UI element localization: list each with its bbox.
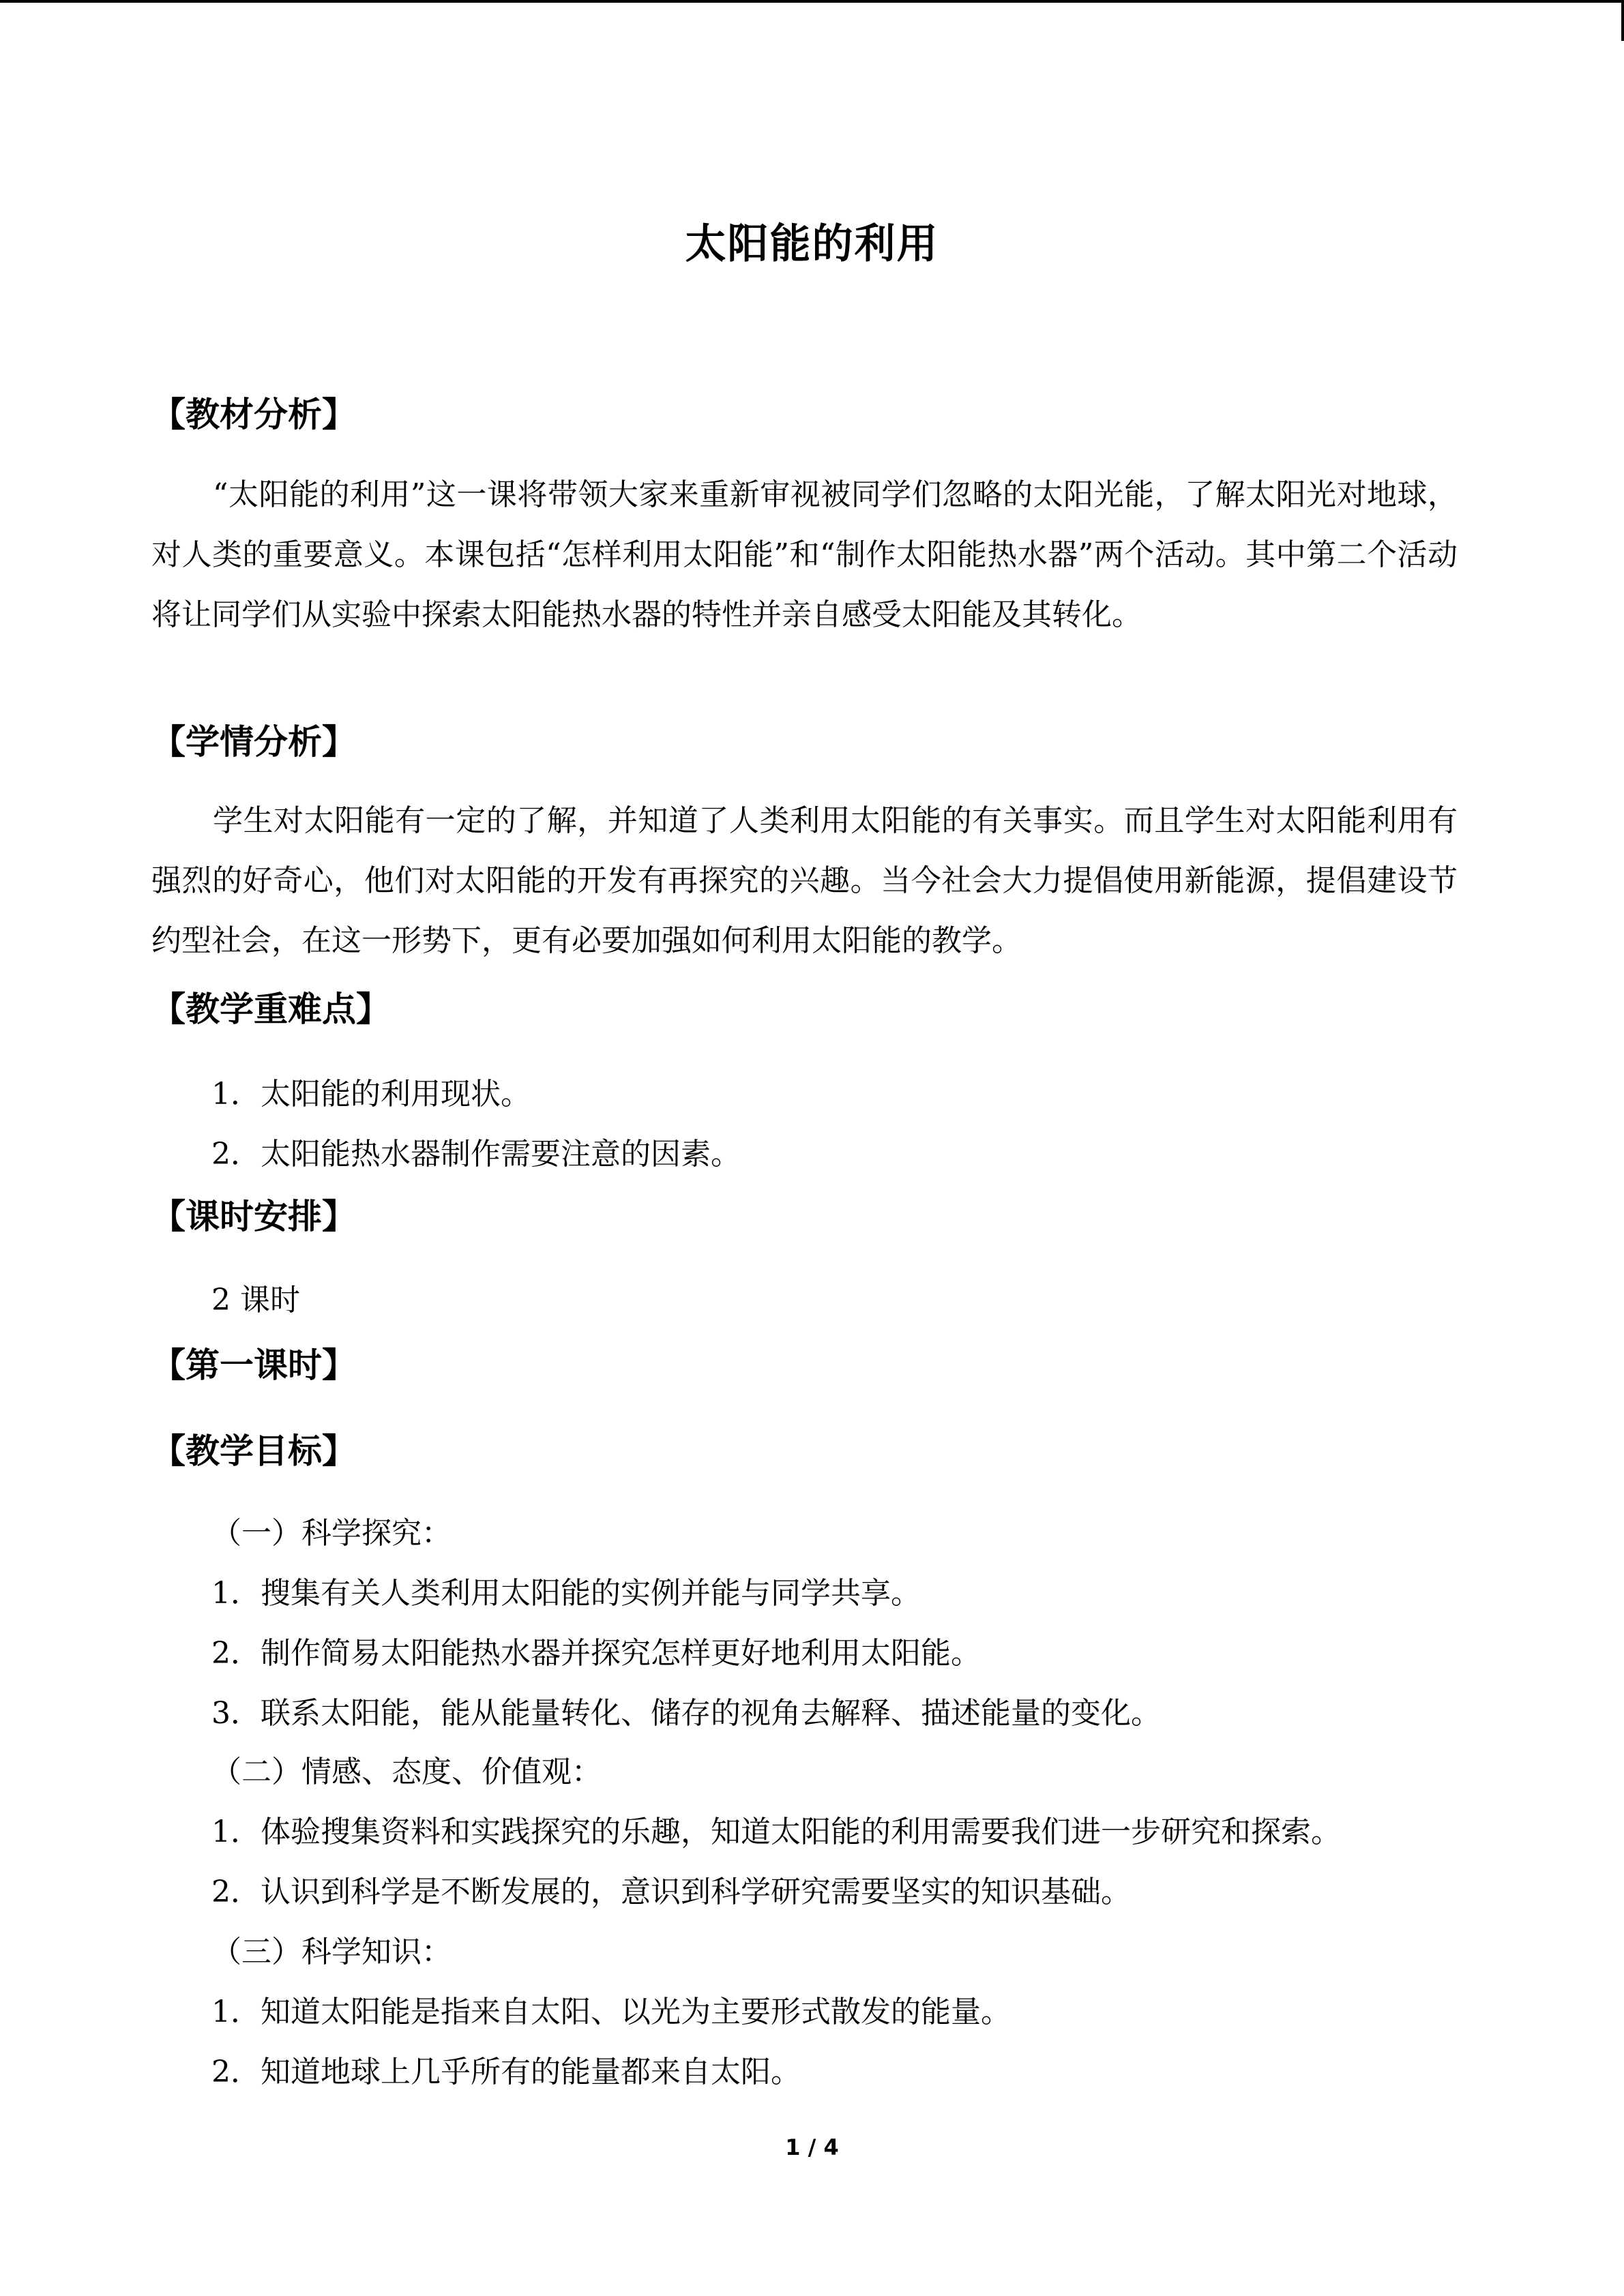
heading-first-lesson: 【第一课时】 (151, 1345, 356, 1385)
objectives-group-3-title: （三）科学知识： (211, 1935, 452, 1969)
objectives-group-2-title: （二）情感、态度、价值观： (211, 1755, 602, 1789)
top-border (0, 0, 1624, 3)
heading-materials-analysis: 【教材分析】 (151, 395, 356, 434)
schedule-text: 2 课时 (211, 1283, 300, 1317)
objective-3-item-2: 2．知道地球上几乎所有的能量都来自太阳。 (211, 2055, 801, 2089)
heading-student-analysis: 【学情分析】 (151, 722, 356, 762)
objective-3-item-1: 1．知道太阳能是指来自太阳、以光为主要形式散发的能量。 (211, 1995, 1011, 2029)
heading-schedule: 【课时安排】 (151, 1197, 356, 1236)
objective-2-item-2: 2．认识到科学是不断发展的，意识到科学研究需要坚实的知识基础。 (211, 1875, 1131, 1909)
document-title: 太阳能的利用 (685, 220, 939, 268)
heading-key-points: 【教学重难点】 (151, 989, 390, 1029)
heading-objectives: 【教学目标】 (151, 1431, 356, 1471)
objective-1-item-2: 2．制作简易太阳能热水器并探究怎样更好地利用太阳能。 (211, 1636, 981, 1671)
key-point-item-2: 2．太阳能热水器制作需要注意的因素。 (211, 1137, 741, 1172)
paragraph-student-analysis: 学生对太阳能有一定的了解，并知道了人类利用太阳能的有关事实。而且学生对太阳能利用有强烈的好奇心，他们对太阳能的开发有再探究的兴趣。当今社会大力提倡使用新能源，提倡建设节约型社会，在这一形势下，更有必要加强如何利用太阳能的教学。 (151, 803, 1458, 958)
objective-1-item-3: 3．联系太阳能，能从能量转化、储存的视角去解释、描述能量的变化。 (211, 1696, 1161, 1731)
paragraph-materials-analysis: “太阳能的利用”这一课将带领大家来重新审视被同学们忽略的太阳光能，了解太阳光对地球，对人类的重要意义。本课包括“怎样利用太阳能”和“制作太阳能热水器”两个活动。其中第二个活动将让同学们从实验中探索太阳能热水器的特性并亲自感受太阳能及其转化。 (151, 477, 1458, 632)
objective-2-item-1: 1．体验搜集资料和实践探究的乐趣，知道太阳能的利用需要我们进一步研究和探索。 (211, 1815, 1341, 1849)
objective-1-item-1: 1．搜集有关人类利用太阳能的实例并能与同学共享。 (211, 1576, 921, 1611)
key-point-item-1: 1．太阳能的利用现状。 (211, 1077, 531, 1112)
right-border-mark (1621, 0, 1624, 41)
page-number: 1 / 4 (785, 2134, 839, 2160)
objectives-group-1-title: （一）科学探究： (211, 1516, 452, 1551)
